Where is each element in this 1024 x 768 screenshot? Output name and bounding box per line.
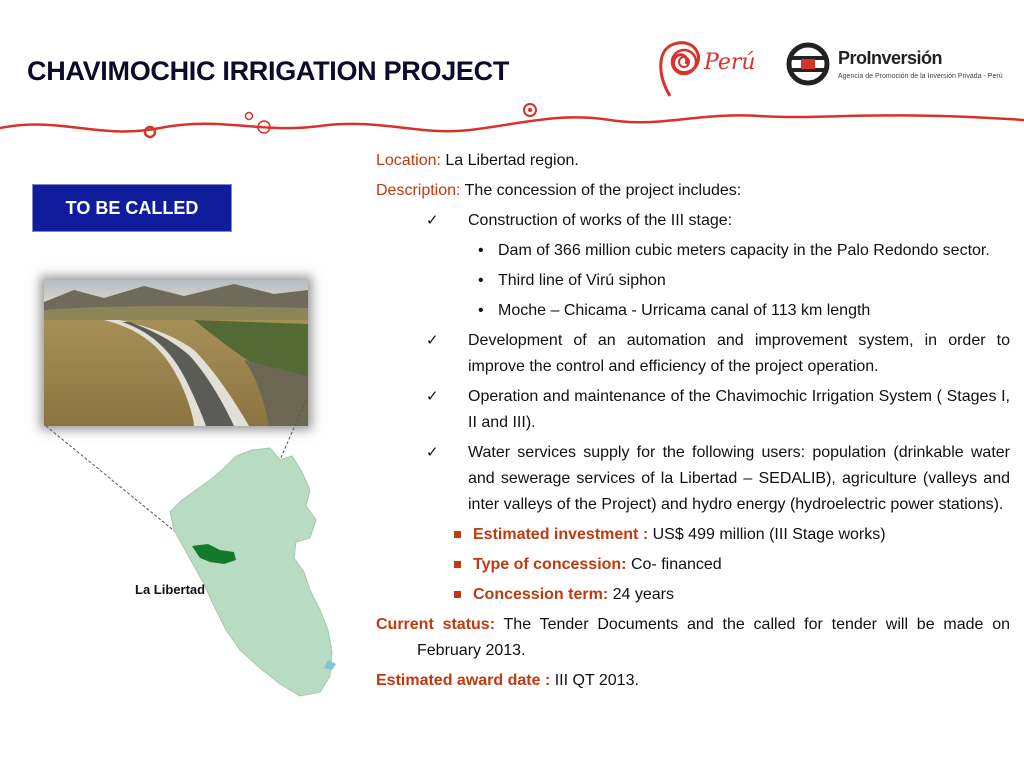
detail-value: US$ 499 million (III Stage works) — [648, 526, 886, 543]
location-label: Location: — [376, 152, 441, 169]
detail-row — [376, 522, 1010, 548]
list-item — [376, 268, 1010, 294]
location-row — [376, 148, 1010, 174]
list-item — [376, 298, 1010, 324]
check-text: Construction of works of the III stage: — [468, 212, 733, 229]
detail-label: Estimated investment : — [473, 526, 649, 543]
page-title: CHAVIMOCHIC IRRIGATION PROJECT — [27, 56, 510, 86]
sub-bullet-text: Third line of Virú siphon — [498, 272, 666, 289]
detail-label: Type of concession: — [473, 556, 627, 573]
status-row — [376, 612, 1010, 664]
sub-bullet-text: Dam of 366 million cubic meters capacity in the Palo Redondo sector. — [498, 242, 990, 259]
decorative-wave — [0, 90, 1024, 150]
status-value: The Tender Documents and the called for tender will be made on February 2013. — [417, 616, 1010, 659]
checkmark-icon: ✓ — [426, 388, 439, 405]
map-label: La Libertad — [135, 582, 206, 597]
check-text: Development of an automation and improvement system, in order to improve the control and efficiency of the project operation. — [468, 332, 1010, 375]
proinversion-emblem-icon — [786, 42, 830, 86]
proinversion-logo — [786, 40, 1006, 88]
checkmark-icon: ✓ — [426, 444, 439, 461]
status-label: Current status: — [376, 616, 496, 633]
peru-logo — [652, 36, 762, 102]
list-item — [376, 208, 1010, 234]
proinversion-subtitle: Agencia de Promoción de la Inversión Privada - Perú — [838, 73, 1003, 80]
square-bullet-icon — [454, 531, 461, 538]
description-row — [376, 178, 1010, 204]
sub-bullet-text: Moche – Chicama - Urricama canal of 113 km length — [498, 302, 871, 319]
bullet-icon: • — [478, 242, 484, 259]
list-item — [376, 328, 1010, 380]
detail-row — [376, 552, 1010, 578]
detail-value: 24 years — [608, 586, 674, 603]
detail-row — [376, 582, 1010, 608]
check-text: Water services supply for the following users: population (drinkable water and sewerage services of la Libertad – SEDALIB), agriculture (valleys and inter valleys of the Project) and hydro energy (hydroelectric power stations). — [468, 444, 1010, 513]
checkmark-icon: ✓ — [426, 212, 439, 229]
peru-logo-text: Perú — [704, 50, 756, 75]
description-label: Description: — [376, 182, 461, 199]
list-item — [376, 238, 1010, 264]
checkmark-icon: ✓ — [426, 332, 439, 349]
peru-map — [160, 420, 360, 710]
square-bullet-icon — [454, 561, 461, 568]
status-badge: TO BE CALLED — [32, 184, 232, 232]
canal-photo — [44, 280, 308, 426]
bullet-icon: • — [478, 272, 484, 289]
proinversion-name: ProInversión — [838, 48, 943, 68]
award-value: III QT 2013. — [550, 672, 639, 689]
award-row — [376, 668, 1010, 694]
award-label: Estimated award date : — [376, 672, 551, 689]
detail-value: Co- financed — [626, 556, 722, 573]
project-details — [376, 148, 1010, 694]
detail-label: Concession term: — [473, 586, 609, 603]
square-bullet-icon — [454, 591, 461, 598]
bullet-icon: • — [478, 302, 484, 319]
list-item — [376, 384, 1010, 436]
list-item — [376, 440, 1010, 518]
check-text: Operation and maintenance of the Chavimochic Irrigation System ( Stages I, II and III). — [468, 388, 1010, 431]
description-value: The concession of the project includes: — [460, 182, 742, 199]
location-value: La Libertad region. — [440, 152, 579, 169]
